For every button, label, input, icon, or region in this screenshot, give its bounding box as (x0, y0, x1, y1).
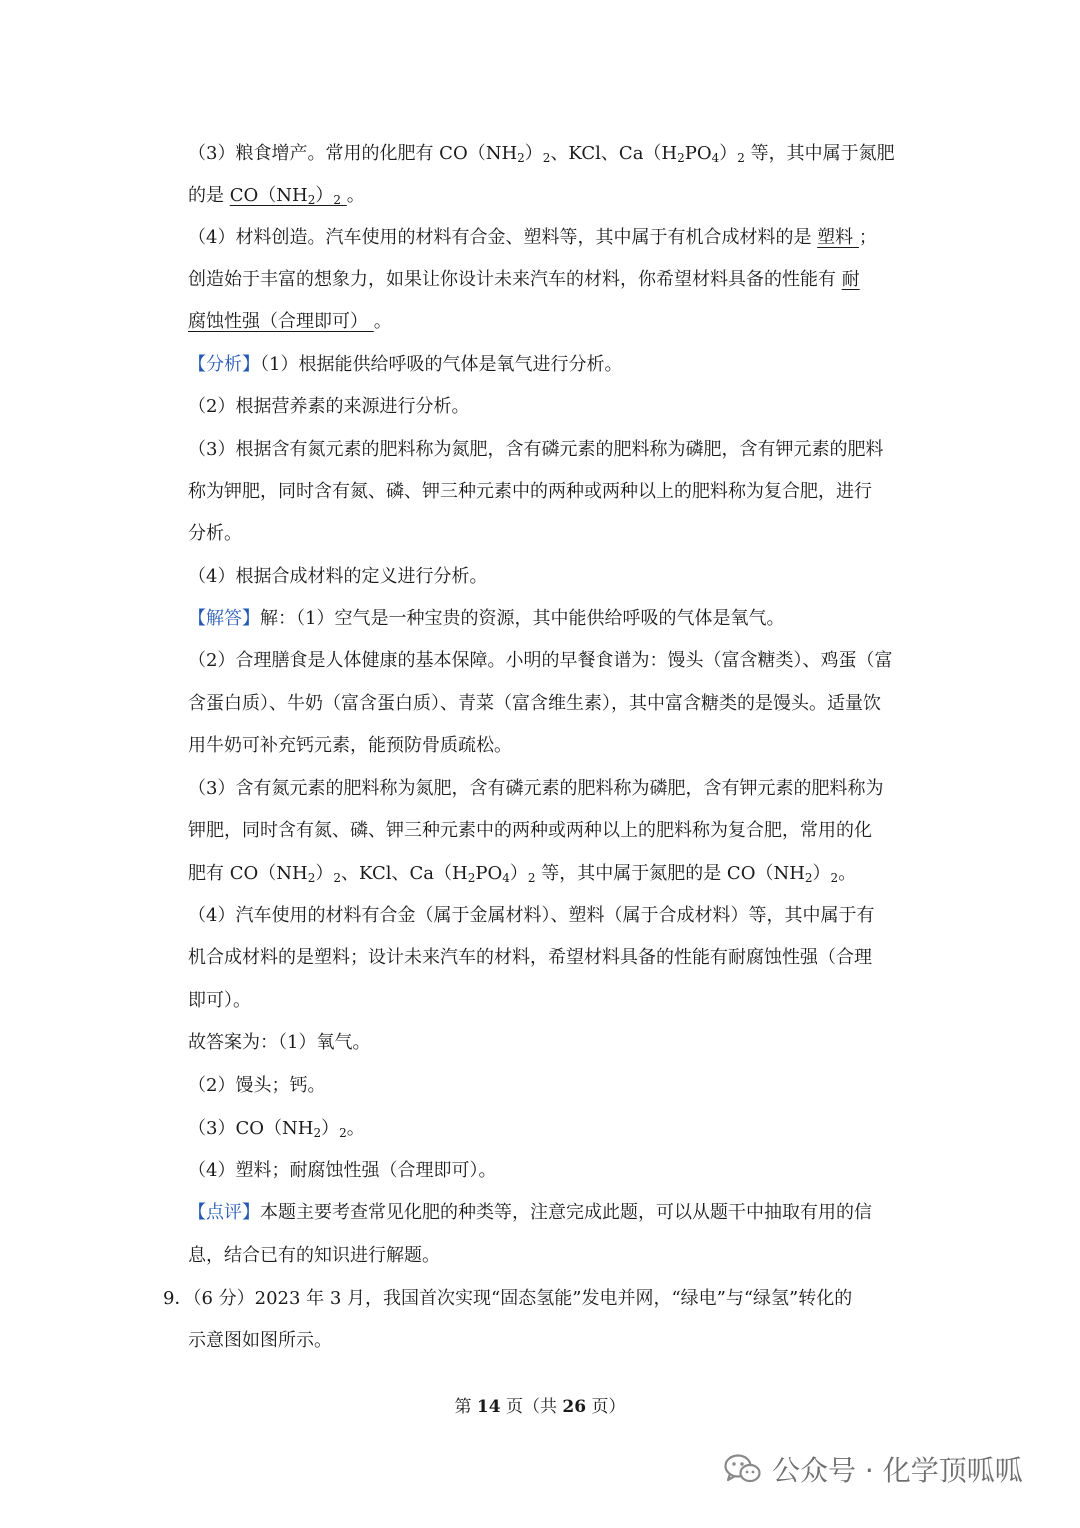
comment-line-2: 息，结合已有的知识进行解题。 (188, 1245, 440, 1266)
q4-answer-blank-2: 耐 (841, 269, 860, 290)
page-footer: 第 14 页（共 26 页） (454, 1397, 626, 1417)
watermark-text: 公众号 · 化学顶呱呱 (772, 1454, 1023, 1487)
q4-line-1: （4）材料创造。汽车使用的材料有合金、塑料等，其中属于有机合成材料的是 塑料 ； (188, 227, 877, 248)
q3-line-2: 的是 $CO(NH_2)_2$ 。 (188, 185, 365, 207)
analysis-line-3: （3）根据含有氮元素的肥料称为氮肥，含有磷元素的肥料称为磷肥，含有钾元素的肥料 (188, 439, 884, 460)
comment-line-1: 【点评】本题主要考查常见化肥的种类等，注意完成此题，可以从题干中抽取有用的信 (188, 1202, 872, 1223)
answer-line-4: （4）塑料；耐腐蚀性强（合理即可）。 (188, 1160, 497, 1181)
solution-line-10: 即可）。 (188, 990, 251, 1011)
q3-answer-blank: $CO(NH_2)_2$ (229, 185, 341, 207)
answer-line-1: 故答案为：（1）氧气。 (188, 1032, 371, 1053)
q4-answer-blank-2-cont: 腐蚀性强（合理即可） (188, 311, 374, 332)
q9-line-2: 示意图如图所示。 (188, 1330, 332, 1351)
solution-tag: 【解答】 (188, 608, 260, 629)
q4-answer-blank-1: 塑料 (817, 227, 859, 248)
solution-line-9: 机合成材料的是塑料；设计未来汽车的材料，希望材料具备的性能有耐腐蚀性强（合理 (188, 947, 872, 968)
solution-line-6: 钾肥，同时含有氮、磷、钾三种元素中的两种或两种以上的肥料称为复合肥，常用的化 (188, 820, 872, 841)
q9-line-1: 9．（6 分）2023 年 3 月，我国首次实现“固态氢能”发电并网，“绿电”与“绿氢”转化的 (163, 1288, 853, 1309)
analysis-tag: 【分析】 (188, 354, 260, 375)
comment-tag: 【点评】 (188, 1202, 260, 1223)
solution-line-5: （3）含有氮元素的肥料称为氮肥，含有磷元素的肥料称为磷肥，含有钾元素的肥料称为 (188, 778, 884, 799)
solution-line-2: （2）合理膳食是人体健康的基本保障。小明的早餐食谱为：馒头（富含糖类）、鸡蛋（富 (188, 650, 893, 671)
analysis-line-6: （4）根据合成材料的定义进行分析。 (188, 566, 488, 587)
solution-line-8: （4）汽车使用的材料有合金（属于金属材料）、塑料（属于合成材料）等，其中属于有 (188, 905, 875, 926)
analysis-line-4: 称为钾肥，同时含有氮、磷、钾三种元素中的两种或两种以上的肥料称为复合肥，进行 (188, 481, 872, 502)
solution-line-1: 【解答】解：（1）空气是一种宝贵的资源，其中能供给呼吸的气体是氧气。 (188, 608, 785, 629)
analysis-line-1: 【分析】（1）根据能供给呼吸的气体是氧气进行分析。 (188, 354, 623, 375)
analysis-line-5: 分析。 (188, 523, 242, 544)
total-pages: 26 (562, 1397, 587, 1417)
solution-line-3: 含蛋白质）、牛奶（富含蛋白质）、青菜（富含维生素），其中富含糖类的是馒头。适量饮 (188, 693, 881, 714)
solution-line-4: 用牛奶可补充钙元素，能预防骨质疏松。 (188, 735, 512, 756)
answer-line-2: （2）馒头；钙。 (188, 1075, 326, 1096)
wechat-icon (724, 1453, 762, 1485)
solution-line-7: 肥有 $CO(NH_2)_2$、KCl、$Ca(H_2PO_4)_2$ 等，其中属于氮肥的是 $CO(NH_2)_2$。 (188, 863, 857, 885)
wechat-watermark (724, 1447, 1023, 1491)
current-page-number: 14 (476, 1397, 501, 1417)
analysis-line-2: （2）根据营养素的来源进行分析。 (188, 396, 470, 417)
answer-line-3: $(3)CO(NH_2)_2$。 (188, 1118, 365, 1140)
q4-line-3: 腐蚀性强（合理即可） 。 (188, 311, 392, 332)
q3-line-1: （3）粮食增产。常用的化肥有 $CO(NH_2)_2$、KCl、$Ca(H_2PO_4)_2$ 等，其中属于氮肥 (188, 143, 895, 165)
q4-line-2: 创造始于丰富的想象力，如果让你设计未来汽车的材料，你希望材料具备的性能有 耐 (188, 269, 860, 290)
